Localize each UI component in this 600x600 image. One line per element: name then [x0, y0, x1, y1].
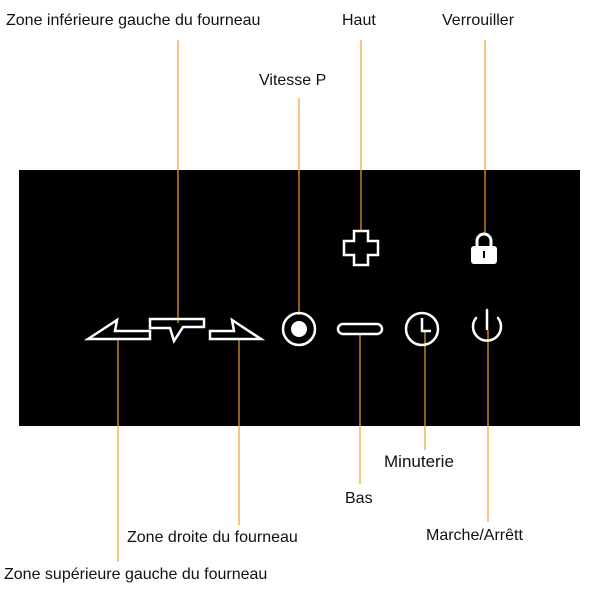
- label-right-zone: Zone droite du fourneau: [127, 529, 298, 546]
- arrow-left-down-outline-icon[interactable]: [150, 319, 204, 341]
- label-low: Bas: [345, 490, 373, 507]
- minus-icon[interactable]: [338, 324, 382, 334]
- arrow-left-outline-icon[interactable]: [88, 320, 150, 339]
- label-timer: Minuterie: [384, 452, 454, 471]
- label-lock: Verrouiller: [442, 12, 515, 29]
- lock-icon[interactable]: [471, 234, 497, 264]
- label-lower-left-zone: Zone inférieure gauche du fourneau: [6, 12, 261, 29]
- power-icon[interactable]: [473, 310, 501, 341]
- label-upper-left-zone: Zone supérieure gauche du fourneau: [4, 566, 268, 583]
- label-on-off: Marche/Arrêtt: [426, 527, 523, 544]
- label-high: Haut: [342, 12, 376, 29]
- clock-icon[interactable]: [406, 313, 438, 345]
- plus-icon[interactable]: [344, 231, 378, 265]
- label-speed-p: Vitesse P: [259, 72, 327, 89]
- ring-dot-icon[interactable]: [283, 313, 315, 345]
- arrow-right-outline-icon[interactable]: [210, 320, 261, 339]
